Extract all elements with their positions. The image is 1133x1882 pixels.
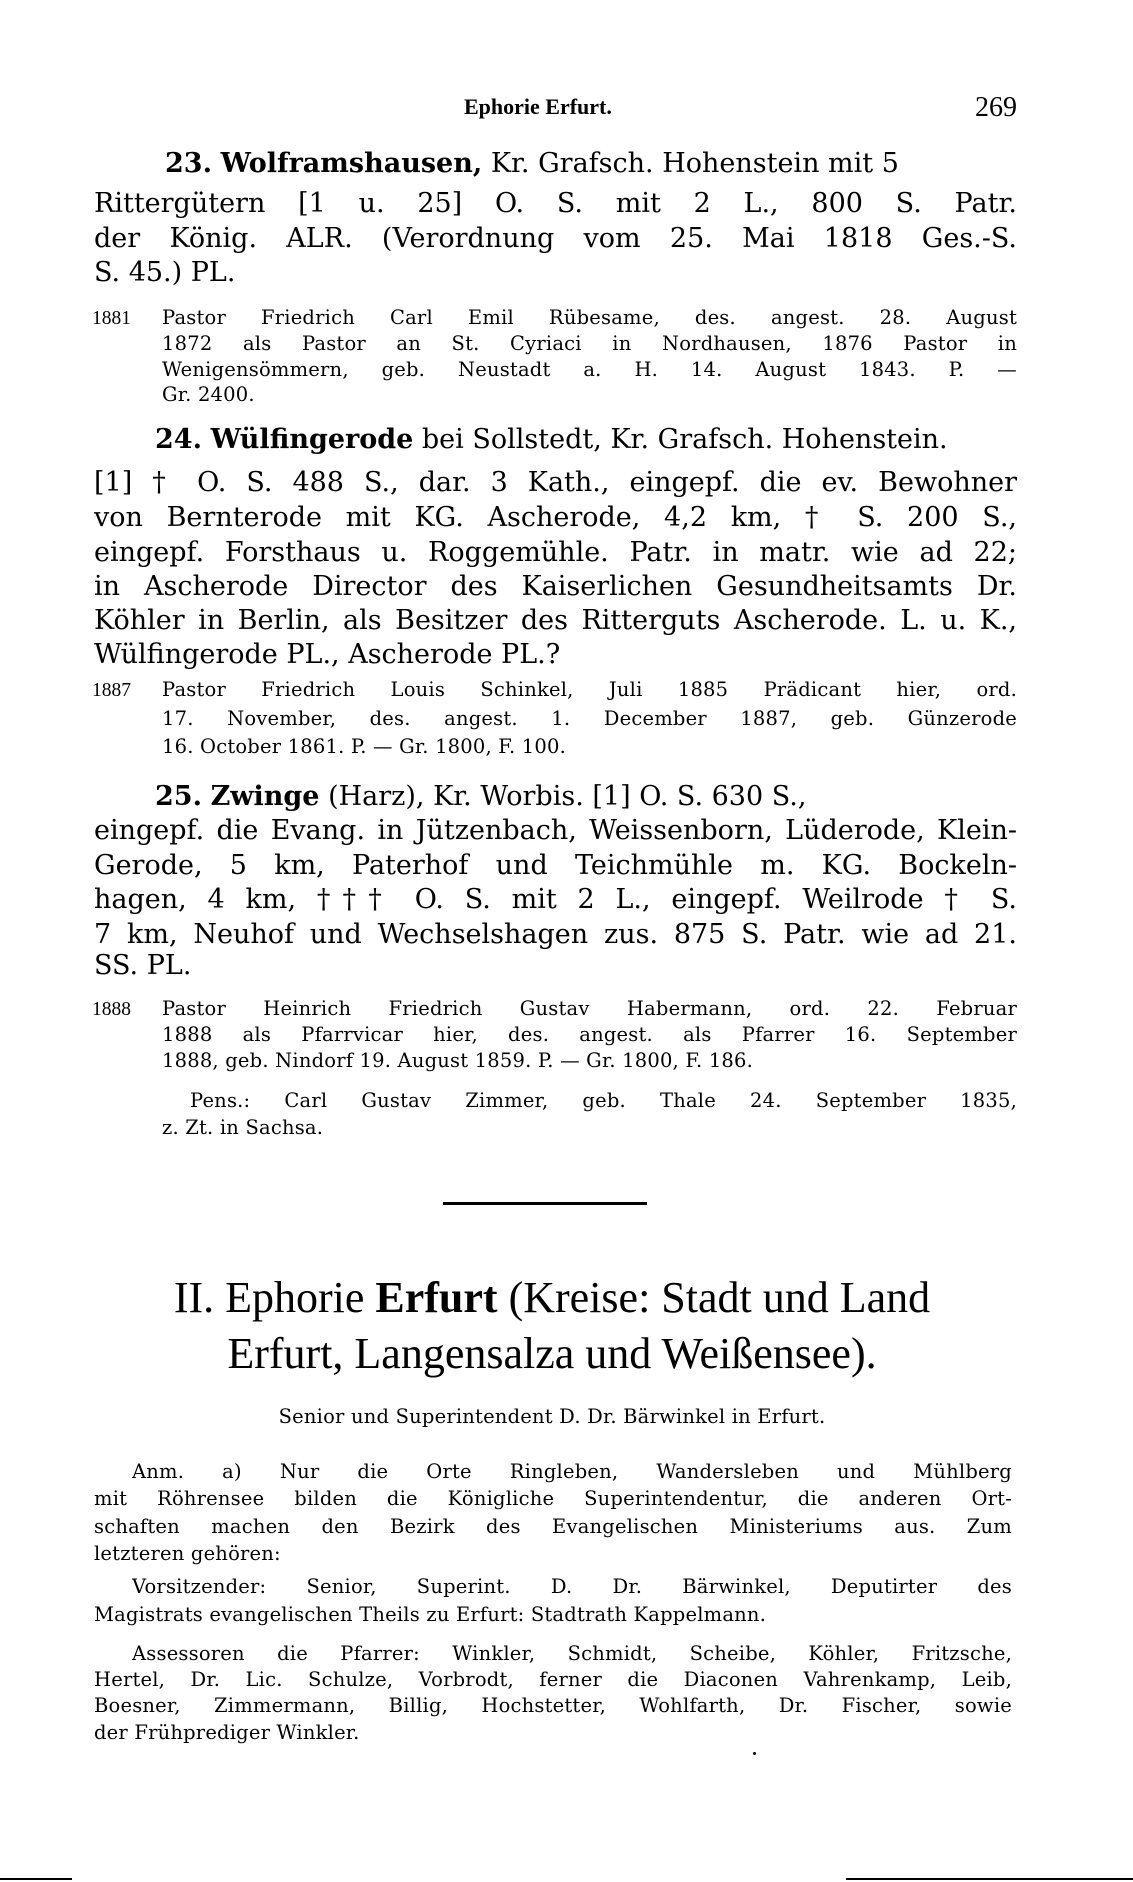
pastor-year: 1887	[92, 680, 131, 701]
entry-23-heading	[165, 150, 1017, 177]
entry-25-line: eingepf. die Evang. in Jützenbach, Weissenborn, Lüderode, Klein-	[94, 817, 1017, 846]
pastor-line: 1888, geb. Nindorf 19. August 1859. P. — Gr. 1800, F. 186.	[162, 1049, 754, 1072]
note-line: mit Röhrensee bilden die Königliche Superintendentur, die anderen Ort-	[94, 1489, 1012, 1510]
section-title-bold: Erfurt	[375, 1273, 498, 1322]
section-divider	[443, 1202, 647, 1205]
pastor-line: Pastor Friedrich Louis Schinkel, Juli 1885 Prädicant hier, ord.	[162, 680, 1017, 701]
pension-line: Pens.: Carl Gustav Zimmer, geb. Thale 24. September 1835,	[190, 1091, 1017, 1112]
assessor-line: Hertel, Dr. Lic. Schulze, Vorbrodt, ferner die Diaconen Vahrenkamp, Leib,	[94, 1670, 1012, 1691]
section-title-line-1	[72, 1273, 1032, 1322]
entry-text: (Harz), Kr. Worbis. [1] O. S. 630 S.,	[319, 781, 807, 812]
section-title-line-2: Erfurt, Langensalza und Weißensee).	[227, 1329, 877, 1378]
ink-speck	[753, 1752, 756, 1755]
pension-line: z. Zt. in Sachsa.	[162, 1116, 324, 1139]
entry-number: 24.	[155, 424, 202, 455]
scan-edge-line-right	[846, 1878, 1133, 1880]
section-title-prefix: II. Ephorie	[173, 1273, 376, 1322]
entry-number: 23.	[165, 148, 212, 179]
entry-text: bei Sollstedt, Kr. Grafsch. Hohenstein.	[413, 424, 948, 455]
entry-24-heading	[155, 426, 1017, 453]
note-line: schaften machen den Bezirk des Evangelischen Ministeriums aus. Zum	[94, 1517, 1012, 1538]
pastor-line: Gr. 2400.	[162, 383, 255, 406]
assessor-line: Boesner, Zimmermann, Billig, Hochstetter, Wohlfarth, Dr. Fischer, sowie	[94, 1696, 1012, 1717]
section-title-suffix: (Kreise: Stadt und Land	[497, 1273, 931, 1322]
running-title: Ephorie Erfurt.	[464, 94, 612, 119]
assessor-line: der Frühprediger Winkler.	[94, 1721, 360, 1744]
entry-23-line: Rittergütern [1 u. 25] O. S. mit 2 L., 800 S. Patr.	[94, 190, 1017, 219]
note-line: letzteren gehören:	[94, 1542, 281, 1565]
entry-24-line: [1] † O. S. 488 S., dar. 3 Kath., eingepf. die ev. Bewohner	[94, 469, 1017, 498]
entry-25-heading	[155, 783, 1017, 810]
entry-23-line: der König. ALR. (Verordnung vom 25. Mai 1818 Ges.-S.	[94, 225, 1017, 254]
entry-24-line: eingepf. Forsthaus u. Roggemühle. Patr. in matr. wie ad 22;	[94, 539, 1017, 568]
entry-25-line: SS. PL.	[94, 950, 192, 981]
pastor-line: Pastor Friedrich Carl Emil Rübesame, des. angest. 28. August	[162, 308, 1017, 329]
chair-line: Magistrats evangelischen Theils zu Erfurt: Stadtrath Kappelmann.	[94, 1603, 767, 1626]
chair-line: Vorsitzender: Senior, Superint. D. Dr. Bärwinkel, Deputirter des	[132, 1577, 1012, 1598]
assessor-line: Assessoren die Pfarrer: Winkler, Schmidt, Scheibe, Köhler, Fritzsche,	[132, 1644, 1012, 1665]
place-name: Wolframshausen,	[220, 148, 483, 179]
pastor-line: Pastor Heinrich Friedrich Gustav Habermann, ord. 22. Februar	[162, 999, 1017, 1020]
scan-edge-line-left	[0, 1878, 72, 1880]
pastor-line: 1872 als Pastor an St. Cyriaci in Nordhausen, 1876 Pastor in	[162, 334, 1017, 355]
place-name: Wülfingerode	[210, 424, 414, 455]
page-number: 269	[975, 92, 1017, 123]
entry-number: 25.	[155, 781, 202, 812]
pastor-line: 1888 als Pfarrvicar hier, des. angest. als Pfarrer 16. September	[162, 1025, 1017, 1046]
pastor-line: 17. November, des. angest. 1. December 1887, geb. Günzerode	[162, 709, 1017, 730]
pastor-year: 1881	[92, 308, 131, 329]
pastor-line: 16. October 1861. P. — Gr. 1800, F. 100.	[162, 735, 567, 758]
entry-25-line: hagen, 4 km, ††† O. S. mit 2 L., eingepf. Weilrode † S.	[94, 886, 1017, 915]
section-subtitle: Senior und Superintendent D. Dr. Bärwinkel in Erfurt.	[278, 1405, 826, 1428]
pastor-line: Wenigensömmern, geb. Neustadt a. H. 14. August 1843. P. —	[162, 360, 1017, 381]
entry-25-line: Gerode, 5 km, Paterhof und Teichmühle m. KG. Bockeln-	[94, 852, 1017, 881]
entry-25-line: 7 km, Neuhof und Wechselshagen zus. 875 S. Patr. wie ad 21.	[94, 921, 1017, 950]
entry-24-line: in Ascherode Director des Kaiserlichen Gesundheitsamts Dr.	[94, 573, 1017, 602]
note-line: Anm. a) Nur die Orte Ringleben, Wandersleben und Mühlberg	[132, 1462, 1012, 1483]
place-name: Zwinge	[210, 781, 320, 812]
entry-24-line: Köhler in Berlin, als Besitzer des Ritterguts Ascherode. L. u. K.,	[94, 607, 1017, 636]
entry-24-line: Wülfingerode PL., Ascherode PL.?	[94, 639, 561, 670]
entry-23-line: S. 45.) PL.	[94, 257, 236, 288]
pastor-year: 1888	[92, 999, 131, 1020]
entry-24-line: von Bernterode mit KG. Ascherode, 4,2 km, † S. 200 S.,	[94, 504, 1017, 533]
entry-text: Kr. Grafsch. Hohenstein mit 5	[482, 148, 899, 179]
